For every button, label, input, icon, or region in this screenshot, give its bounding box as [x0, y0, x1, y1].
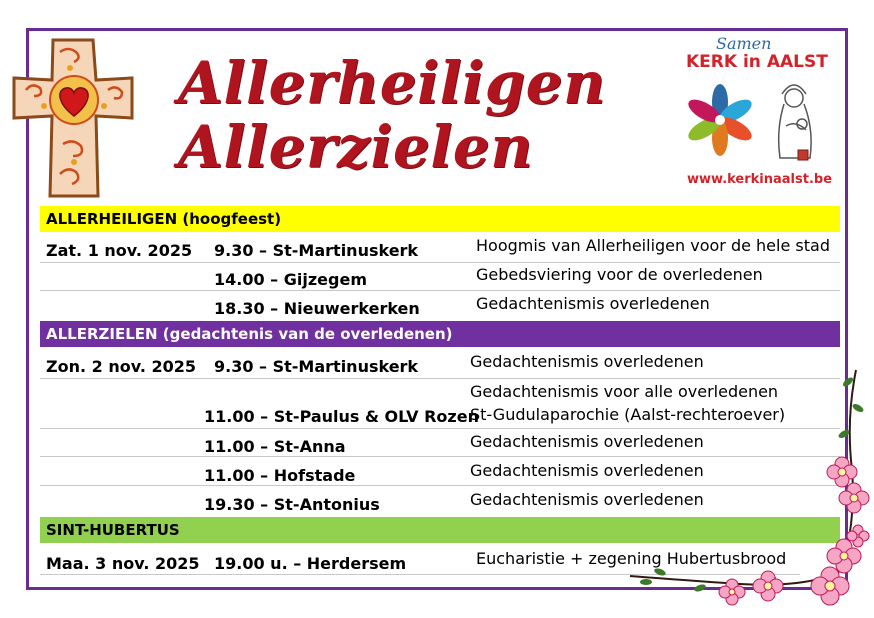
- flower-branch-icon: [620, 360, 874, 618]
- description-cell: Gedachtenismis overledenen: [470, 432, 704, 451]
- description-cell: Gedachtenismis overledenen: [476, 294, 710, 313]
- description-cell: Gebedsviering voor de overledenen: [476, 265, 763, 284]
- time-location-cell: 11.00 – St-Paulus & OLV Rozen: [204, 407, 479, 426]
- kerk-logo-icon: [680, 82, 760, 158]
- title-allerzielen: Allerzielen: [178, 113, 534, 181]
- description-cell: Eucharistie + zegening Hubertusbrood: [476, 549, 787, 568]
- description-cell: Gedachtenismis voor alle overledenen: [470, 382, 779, 401]
- time-location-cell: 18.30 – Nieuwerkerken: [214, 299, 420, 318]
- time-location-cell: 11.00 – St-Anna: [204, 437, 346, 456]
- time-location-cell: 9.30 – St-Martinuskerk: [214, 357, 419, 376]
- description-cell: Gedachtenismis overledenen: [470, 352, 704, 371]
- row-divider: [40, 262, 840, 263]
- time-location-cell: 14.00 – Gijzegem: [214, 270, 367, 289]
- description-cell: Gedachtenismis overledenen: [470, 490, 704, 509]
- description-cell: Hoogmis van Allerheiligen voor de hele stad: [476, 236, 830, 255]
- date-cell: Maa. 3 nov. 2025: [46, 554, 200, 573]
- madonna-drawing-icon: [766, 80, 826, 168]
- row-divider: [40, 290, 840, 291]
- time-location-cell: 11.00 – Hofstade: [204, 466, 356, 485]
- time-location-cell: 19.30 – St-Antonius: [204, 495, 380, 514]
- description-cell: Gedachtenismis overledenen: [470, 461, 704, 480]
- logo-kerk-in-aalst: KERK in AALST: [686, 52, 828, 72]
- description-cell-line2: St-Gudulaparochie (Aalst-rechteroever): [470, 405, 786, 424]
- title-allerheiligen: Allerheiligen: [178, 49, 606, 117]
- logo-url: www.kerkinaalst.be: [687, 172, 833, 187]
- section-header-allerheiligen: ALLERHEILIGEN (hoogfeest): [40, 206, 840, 232]
- date-cell: Zon. 2 nov. 2025: [46, 357, 197, 376]
- section-header-allerzielen: ALLERZIELEN (gedachtenis van de overledenen): [40, 321, 840, 347]
- section-header-sint-hubertus: SINT-HUBERTUS: [40, 517, 840, 543]
- cross-heart-icon: [8, 34, 138, 204]
- logo-samen: Samen: [716, 34, 772, 53]
- time-location-cell: 9.30 – St-Martinuskerk: [214, 241, 419, 260]
- date-cell: Zat. 1 nov. 2025: [46, 241, 193, 260]
- time-location-cell: 19.00 u. – Herdersem: [214, 554, 407, 573]
